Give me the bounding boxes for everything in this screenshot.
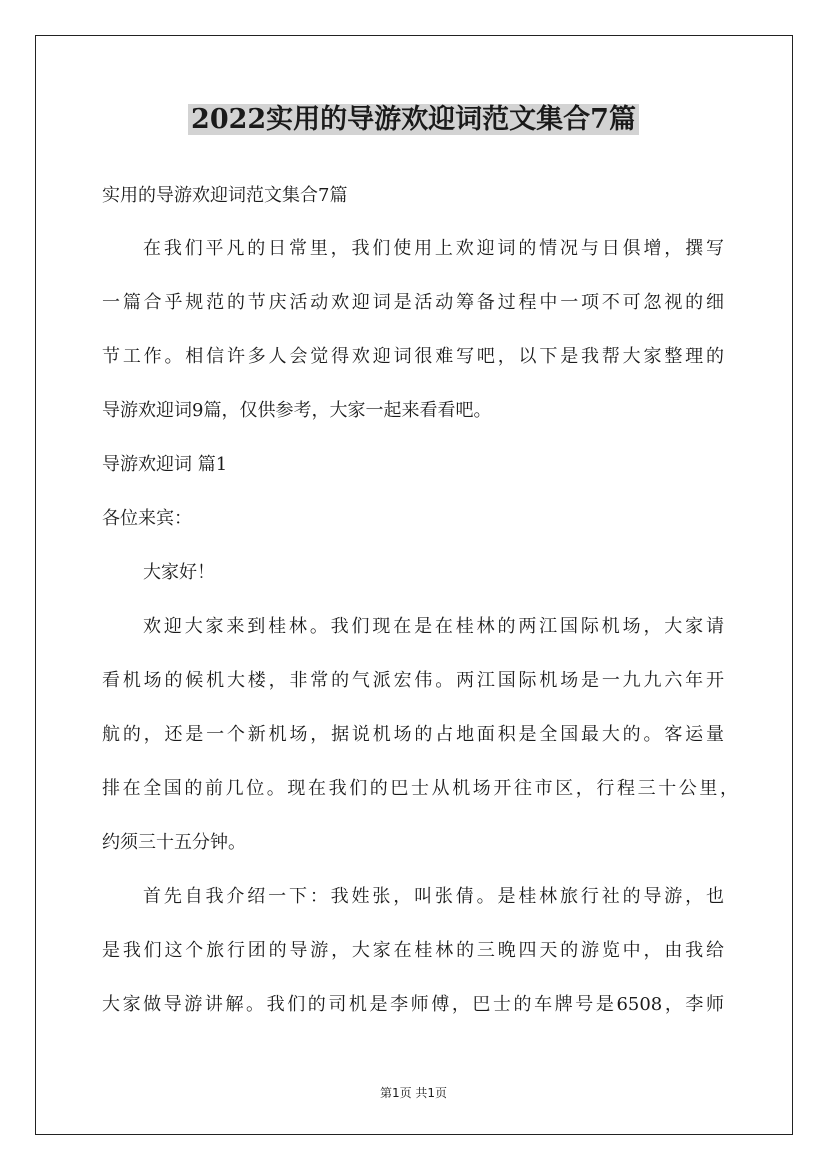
paragraph-line: 一篇合乎规范的节庆活动欢迎词是活动筹备过程中一项不可忽视的细: [102, 292, 724, 313]
paragraph-line: 看机场的候机大楼，非常的气派宏伟。两江国际机场是一九九六年开: [102, 670, 724, 691]
paragraph-line: 是我们这个旅行团的导游，大家在桂林的三晚四天的游览中，由我给: [102, 940, 724, 961]
paragraph-line: 在我们平凡的日常里，我们使用上欢迎词的情况与日俱增，撰写: [143, 238, 724, 259]
page-footer: 第1页 共1页: [379, 1086, 448, 1100]
paragraph-line: 欢迎大家来到桂林。我们现在是在桂林的两江国际机场，大家请: [143, 616, 724, 637]
paragraph-line: 大家做导游讲解。我们的司机是李师傅，巴士的车牌号是6508，李师: [102, 994, 724, 1015]
paragraph-line: 约须三十五分钟。: [102, 832, 246, 853]
paragraph-line: 排在全国的前几位。现在我们的巴士从机场开往市区，行程三十公里，: [102, 778, 738, 799]
document-title-text: 2022实用的导游欢迎词范文集合7篇: [188, 104, 639, 135]
section-heading: 导游欢迎词 篇1: [102, 454, 228, 475]
paragraph-line: 节工作。相信许多人会觉得欢迎词很难写吧，以下是我帮大家整理的: [102, 346, 724, 367]
paragraph-line: 航的，还是一个新机场，据说机场的占地面积是全国最大的。客运量: [102, 724, 724, 745]
document-title: [0, 100, 827, 140]
subtitle-line: 实用的导游欢迎词范文集合7篇: [102, 185, 348, 206]
greeting: 大家好！: [143, 562, 215, 583]
paragraph-line: 导游欢迎词9篇，仅供参考，大家一起来看看吧。: [102, 400, 492, 421]
paragraph-line: 首先自我介绍一下：我姓张，叫张倩。是桂林旅行社的导游，也: [143, 886, 724, 907]
salutation: 各位来宾：: [102, 508, 192, 529]
